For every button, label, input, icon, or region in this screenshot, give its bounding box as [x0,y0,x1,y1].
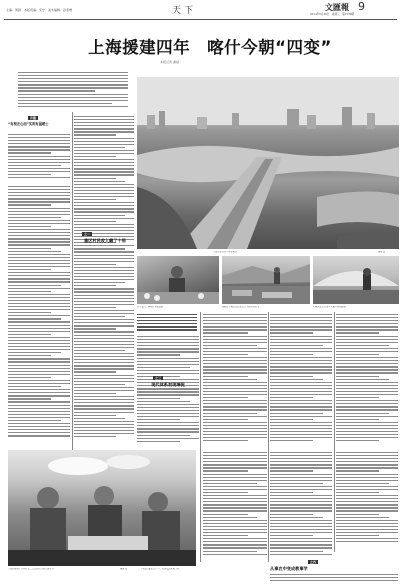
section-c-text [270,574,398,584]
masthead-rule [4,19,397,20]
section-b-title: 现代体系初现端倪 [151,382,185,387]
left-col-text-1 [8,134,70,182]
section-a-title: 塞区村民收入翻了十倍 [84,238,126,243]
mid-photo-1-caption: 莎车农民：棉花打开致富路 [137,306,164,308]
col-6-text [336,314,398,448]
masthead-left-info: 主编：周颖 本版责编：宋宁 美术编辑：孙泰增 [6,8,73,12]
lower-col-3-text [336,452,398,548]
column-divider [72,112,73,450]
lower-col-1-text [203,452,267,560]
column-divider [334,312,335,552]
section-a-tag: 之一 [84,232,91,236]
col-4-text [203,314,267,448]
byline: 本报记者 谢斌 [160,60,179,64]
column-divider [268,312,269,562]
left-col-text-2 [8,186,70,446]
bottom-photo-caption-2: 《本报特派记者》… 特别报道见电子版 [140,568,180,570]
bottom-photo-caption: 上海援疆医生在喀什第二人民医院为病人做手术 [8,568,54,570]
bottom-photo-credit: 谢斌 摄 [120,568,128,570]
city-aerial-photo [137,77,399,249]
lead-paragraph [18,72,128,112]
intro-subhead: “有根无心而”实则有温暖士 [8,122,49,126]
lower-col-2-text [270,452,332,560]
section-name: 天下 [172,6,197,16]
section-a-lead [137,314,197,334]
intro-tag: 开篇 [30,116,37,120]
col-3-text [137,336,199,448]
harvest-photo [222,256,310,304]
cotton-farmer-photo [137,256,219,304]
top-photo-caption: 上海援建的莎车县新城区 [213,251,238,253]
mid-photo-2-caption: 新疆莎车县巴楚镇农民在丰收的喜悦里 [222,306,260,308]
column-divider [200,312,201,562]
section-c-tag: 之四 [310,560,317,564]
surgery-photo [8,450,196,566]
section-c-title: 从事农中变成教事学 [270,566,308,571]
top-photo-credit: 谢斌 摄 [378,251,386,253]
headline: 上海援建四年 喀什今朝“四变” [88,38,332,57]
greenhouse-photo [313,256,399,304]
page-number: 9 [358,0,365,13]
paper-name: 文匯報 [325,2,349,12]
section-b-tag: 之三 [155,376,162,380]
col-5-text [270,314,332,448]
date-info: 2014年5月28日 星期三 第2738期 [310,13,355,16]
second-col-text [74,116,134,448]
mid-photo-3-caption: 叶城县农民在温室大棚里种植蔬菜 [313,306,346,308]
